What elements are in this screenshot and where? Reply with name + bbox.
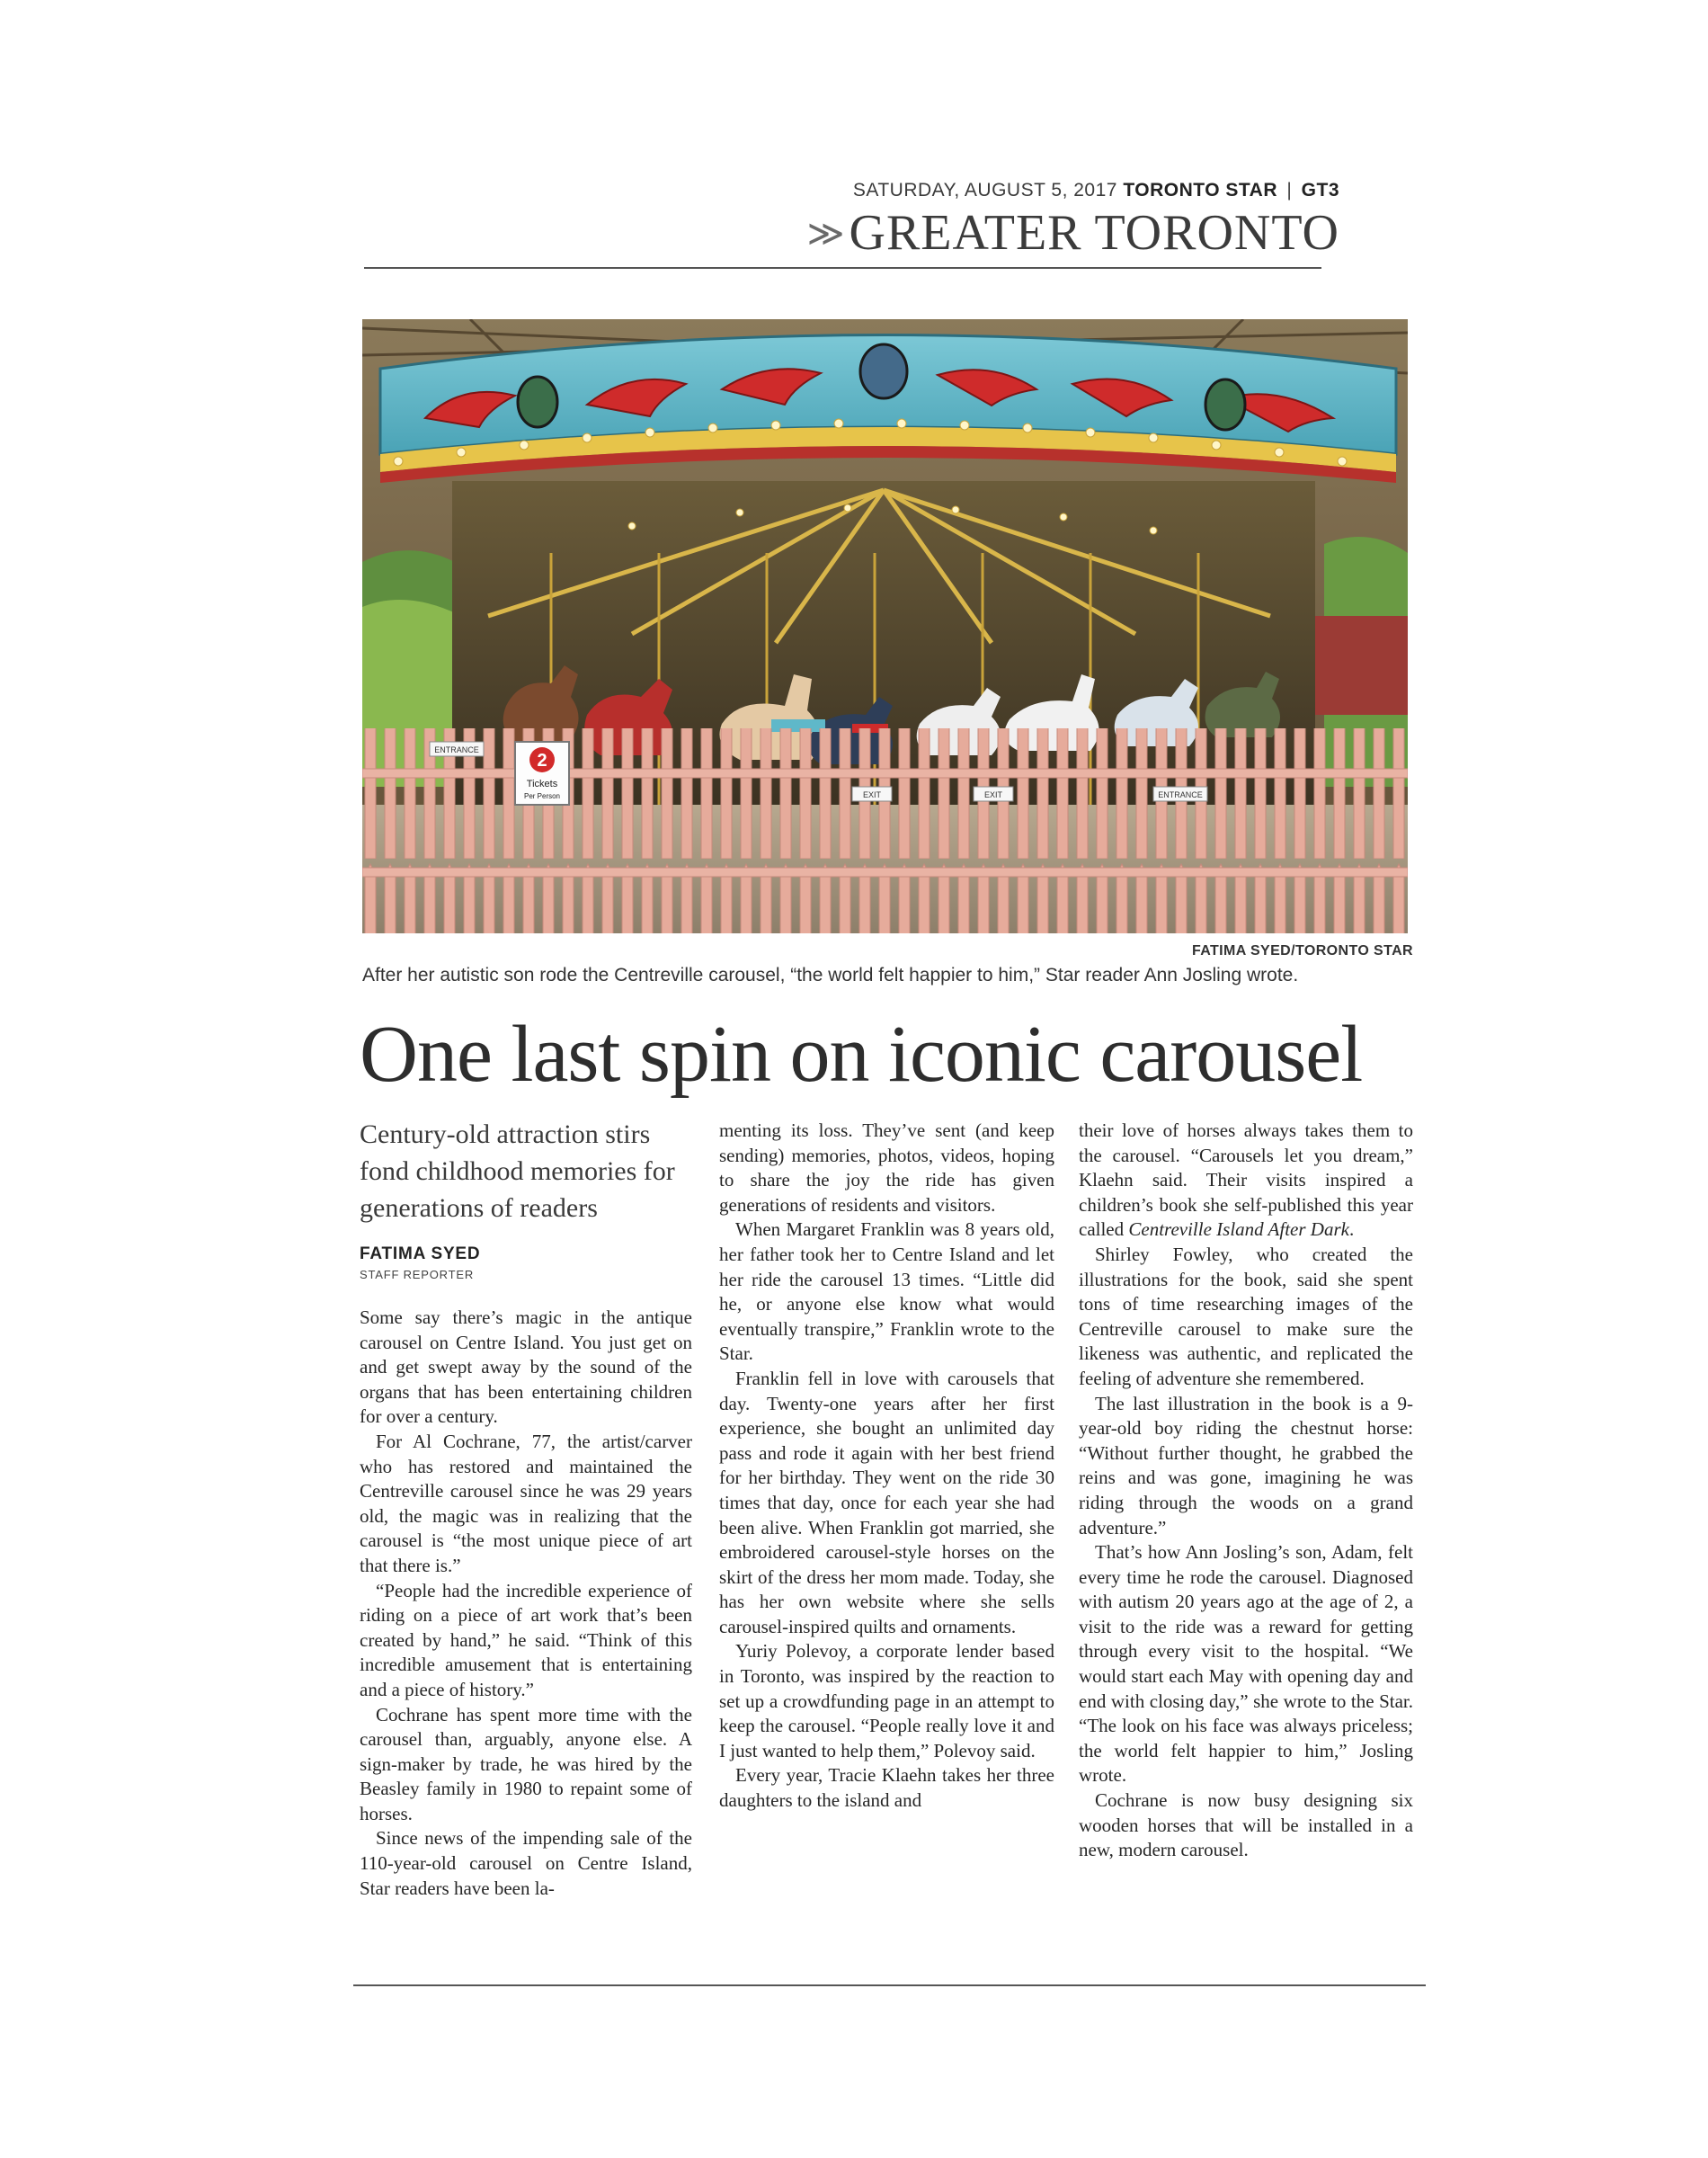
fence-sign-exit-2: EXIT bbox=[983, 790, 1003, 799]
deck: Century-old attraction stirs fond childhood memories for generations of readers bbox=[360, 1119, 675, 1223]
date-text: SATURDAY, AUGUST 5, 2017 bbox=[852, 180, 1117, 201]
paragraph: “People had the incredible experience of riding on a piece of art work that’s been created by hand,” he said. “Think of this incredible amusement that is entertaining and a piece of history.” bbox=[360, 1579, 692, 1700]
byline-role: STAFF REPORTER bbox=[360, 1268, 475, 1281]
ticket-sign-text: Tickets bbox=[526, 779, 558, 789]
article-column-2 bbox=[719, 1119, 1054, 1814]
carousel-photo bbox=[362, 319, 1408, 933]
paragraph: Since news of the impending sale of the 110-year-old carousel on Centre Island, Star readers have been la- bbox=[360, 1827, 692, 1899]
paragraph: menting its loss. They’ve sent (and keep sending) memories, photos, videos, hoping to share the joy the ride has given generations of residents and visitors. bbox=[719, 1119, 1054, 1216]
section-title bbox=[683, 203, 1339, 263]
page-number: GT3 bbox=[1301, 180, 1339, 201]
paragraph-text: . bbox=[1348, 1218, 1355, 1241]
byline: FATIMA SYED bbox=[360, 1244, 481, 1263]
fence-sign-exit-1: EXIT bbox=[862, 790, 882, 799]
article-column-1 bbox=[360, 1306, 692, 1901]
paragraph-text: their love of horses always takes them to the carousel. “Carousels let you dream,” Klaehn said. Their visits inspired a children’s book she self-published this year called bbox=[1079, 1119, 1413, 1241]
photo-credit: FATIMA SYED/TORONTO STAR bbox=[1191, 943, 1413, 959]
ticket-sign-subtext: Per Person bbox=[523, 792, 561, 800]
ticket-sign-number: 2 bbox=[537, 751, 547, 771]
paragraph: When Margaret Franklin was 8 years old, her father took her to Centre Island and let her ride the carousel 13 times. “Little did he, or anyone else know what would eventually transpire,” Franklin wrote to the Star. bbox=[719, 1218, 1054, 1365]
article-column-3 bbox=[1079, 1119, 1413, 1863]
ticket-sign bbox=[515, 742, 569, 805]
paragraph bbox=[1079, 1119, 1413, 1243]
paragraph: Cochrane has spent more time with the carousel than, arguably, anyone else. A sign-maker by trade, he was hired by the Beasley family in 1980 to repaint some of horses. bbox=[360, 1703, 692, 1824]
book-title: Centreville Island After Dark bbox=[1128, 1218, 1349, 1241]
paragraph: For Al Cochrane, 77, the artist/carver who has restored and maintained the Centreville carousel since he was 29 years old, the magic was in realizing that the carousel is “the most unique piece of art that there is.” bbox=[360, 1430, 692, 1576]
paragraph: Franklin fell in love with carousels that day. Twenty-one years after her first experience, she bought an unlimited day pass and rode it again with her best friend for her birthday. They went on the ride 30 times that day, once for each year she had been alive. When Franklin got married, she embroidered carousel-style horses on the skirt of the dress her mom made. Today, she has her own website where she sells carousel-inspired quilts and ornaments. bbox=[719, 1367, 1054, 1637]
paragraph: Shirley Fowley, who created the illustrations for the book, said she spent tons of time researching images of the Centreville carousel to make sure the likeness was authentic, and replicated the feeling of adventure she remembered. bbox=[1079, 1243, 1413, 1389]
paragraph: Cochrane is now busy designing six wooden horses that will be installed in a new, modern carousel. bbox=[1079, 1789, 1413, 1861]
paper-name: TORONTO STAR bbox=[1123, 180, 1277, 201]
paragraph: Every year, Tracie Klaehn takes her three daughters to the island and bbox=[719, 1764, 1054, 1812]
footer-rule bbox=[353, 1984, 1426, 1986]
photo-caption: After her autistic son rode the Centreville carousel, “the world felt happier to him,” Star reader Ann Josling wrote. bbox=[362, 965, 1299, 985]
paragraph: The last illustration in the book is a 9-year-old boy riding the chestnut horse: “Without further thought, he grabbed the reins and was gone, imagining he was riding through the woods on a grand adventure.” bbox=[1079, 1392, 1413, 1538]
separator: | bbox=[1286, 180, 1293, 201]
section-title-text: GREATER TORONTO bbox=[849, 205, 1339, 261]
header-rule bbox=[364, 267, 1321, 269]
dateline bbox=[791, 180, 1339, 201]
paragraph: That’s how Ann Josling’s son, Adam, felt every time he rode the carousel. Diagnosed with autism 20 years ago at the age of 2, a visit to the ride was a reward for getting through every visit to the hospital. “We would start each May with opening day and end with closing day,” she wrote to the Star. “The look on his face was always priceless; the world felt happier to him,” Josling wrote. bbox=[1079, 1541, 1413, 1787]
headline: One last spin on iconic carousel bbox=[360, 1010, 1363, 1099]
chevron-icon: ≫ bbox=[806, 213, 846, 254]
paragraph: Some say there’s magic in the antique carousel on Centre Island. You just get on and get swept away by the sound of the organs that has been entertaining children for over a century. bbox=[360, 1306, 692, 1428]
fence-sign-entrance-right: ENTRANCE bbox=[1158, 790, 1203, 799]
fence-sign-entrance-left: ENTRANCE bbox=[434, 745, 479, 754]
paragraph: Yuriy Polevoy, a corporate lender based in Toronto, was inspired by the reaction to set up a crowdfunding page in an attempt to keep the carousel. “People really love it and I just wanted to help them,” Polevoy said. bbox=[719, 1640, 1054, 1761]
